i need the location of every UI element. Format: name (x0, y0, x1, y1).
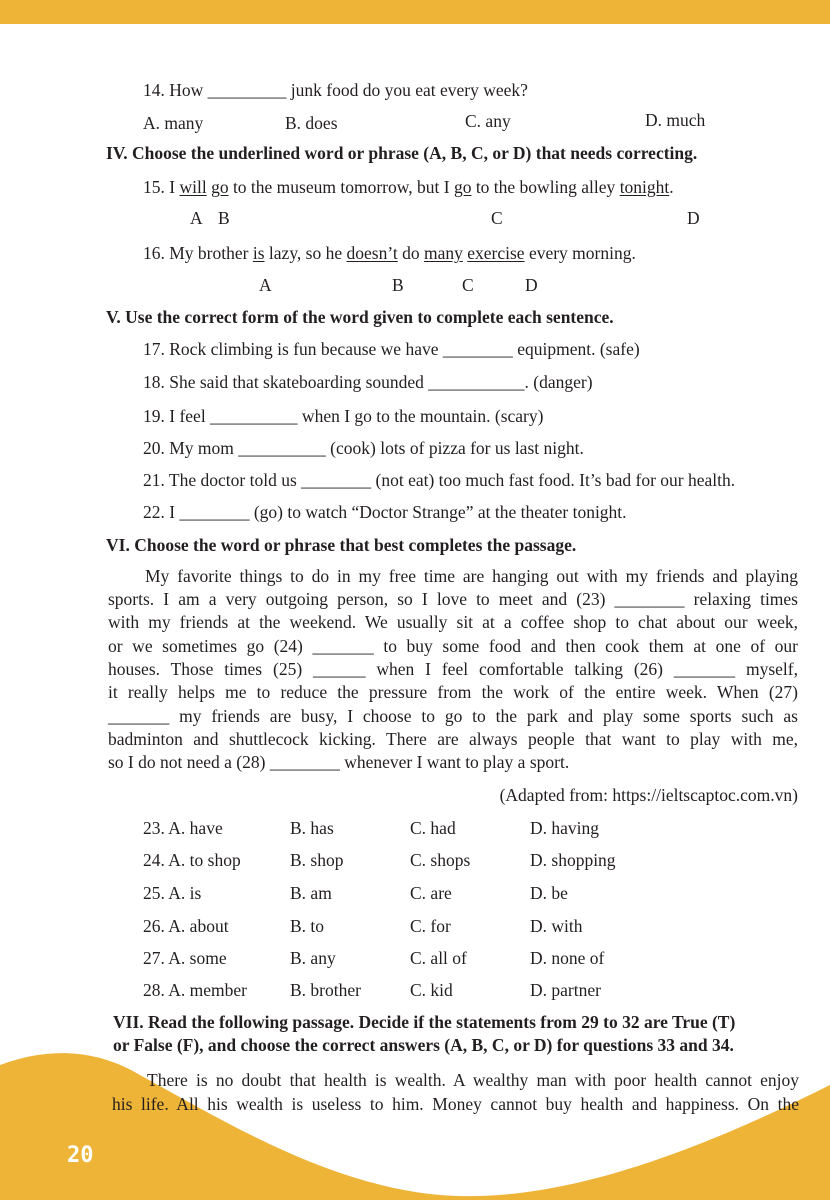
q26-option-a: 26. A. about (143, 916, 229, 936)
passage-line: it really helps me to reduce the pressure from the work of the entire week. When (27) (108, 682, 798, 702)
q28-option-a: 28. A. member (143, 980, 248, 1000)
q25-option-b: B. am (290, 883, 332, 903)
q15-letter-d: D (687, 208, 700, 228)
question-19: 19. I feel __________ when I go to the mountain. (scary) (143, 406, 544, 426)
question-14: 14. How _________ junk food do you eat every week? (143, 80, 528, 100)
passage-line: badminton and shuttlecock kicking. There are always people that want to play with me, (108, 729, 798, 749)
q25-option-c: C. are (410, 883, 452, 903)
passage-line: with my friends at the weekend. We usually sit at a coffee shop to chat about our week, (108, 612, 798, 632)
question-18: 18. She said that skateboarding sounded ___________. (danger) (143, 372, 593, 392)
q25-option-d: D. be (530, 883, 568, 903)
passage-source: (Adapted from: https://ieltscaptoc.com.vn) (499, 785, 798, 805)
passage-line: his life. All his wealth is useless to him. Money cannot buy health and happiness. On the (112, 1094, 799, 1114)
q26-option-d: D. with (530, 916, 583, 936)
q26-option-b: B. to (290, 916, 325, 936)
passage-line: or we sometimes go (24) _______ to buy some food and then cook them at one of our (108, 636, 798, 656)
q15-letter-a: A (190, 208, 203, 228)
question-15: 15. I will go to the museum tomorrow, but I go to the bowling alley tonight. (143, 177, 674, 197)
q16-letter-a: A (259, 275, 272, 295)
section-7-heading: VII. Read the following passage. Decide if the statements from 29 to 32 are True (T) (113, 1012, 736, 1032)
section-7-heading-line-2: or False (F), and choose the correct answers (A, B, C, or D) for questions 33 and 34. (113, 1035, 734, 1055)
q14-option-d: D. much (645, 110, 706, 130)
q28-option-c: C. kid (410, 980, 453, 1000)
q28-option-d: D. partner (530, 980, 601, 1000)
question-21: 21. The doctor told us ________ (not eat) too much fast food. It’s bad for our health. (143, 470, 736, 490)
question-16: 16. My brother is lazy, so he doesn’t do many exercise every morning. (143, 243, 636, 263)
q24-option-b: B. shop (290, 850, 344, 870)
q23-option-a: 23. A. have (143, 818, 223, 838)
q24-option-d: D. shopping (530, 850, 616, 870)
passage-line: houses. Those times (25) ______ when I feel comfortable talking (26) _______ myself, (108, 659, 798, 679)
q14-option-a: A. many (143, 113, 204, 133)
passage-line: sports. I am a very outgoing person, so I love to meet and (23) ________ relaxing times (108, 589, 798, 609)
section-4-heading: IV. Choose the underlined word or phrase (A, B, C, or D) that needs correcting. (106, 143, 698, 163)
q14-option-c: C. any (465, 111, 511, 131)
page-number: 20 (67, 1143, 94, 1168)
question-20: 20. My mom __________ (cook) lots of pizza for us last night. (143, 438, 584, 458)
question-22: 22. I ________ (go) to watch “Doctor Strange” at the theater tonight. (143, 502, 627, 522)
q24-option-a: 24. A. to shop (143, 850, 241, 870)
q25-option-a: 25. A. is (143, 883, 202, 903)
q16-letter-d: D (525, 275, 538, 295)
q15-letter-c: C (491, 208, 503, 228)
section-6-heading: VI. Choose the word or phrase that best completes the passage. (106, 535, 577, 555)
q27-option-a: 27. A. some (143, 948, 227, 968)
q14-option-b: B. does (285, 113, 338, 133)
q23-option-d: D. having (530, 818, 600, 838)
passage-line: _______ my friends are busy, I choose to go to the park and play some sports such as (108, 706, 798, 726)
passage-line: so I do not need a (28) ________ whenever I want to play a sport. (108, 752, 570, 772)
q27-option-c: C. all of (410, 948, 467, 968)
q23-option-c: C. had (410, 818, 456, 838)
passage-line: My favorite things to do in my free time are hanging out with my friends and playing (145, 566, 798, 586)
q27-option-d: D. none of (530, 948, 605, 968)
q15-letter-b: B (218, 208, 230, 228)
q28-option-b: B. brother (290, 980, 361, 1000)
q27-option-b: B. any (290, 948, 336, 968)
q23-option-b: B. has (290, 818, 334, 838)
q16-letter-b: B (392, 275, 404, 295)
q24-option-c: C. shops (410, 850, 471, 870)
section-5-heading: V. Use the correct form of the word given to complete each sentence. (106, 307, 614, 327)
passage-line: There is no doubt that health is wealth. A wealthy man with poor health cannot enjoy (147, 1070, 799, 1090)
q26-option-c: C. for (410, 916, 451, 936)
q16-letter-c: C (462, 275, 474, 295)
question-17: 17. Rock climbing is fun because we have ________ equipment. (safe) (143, 339, 640, 359)
